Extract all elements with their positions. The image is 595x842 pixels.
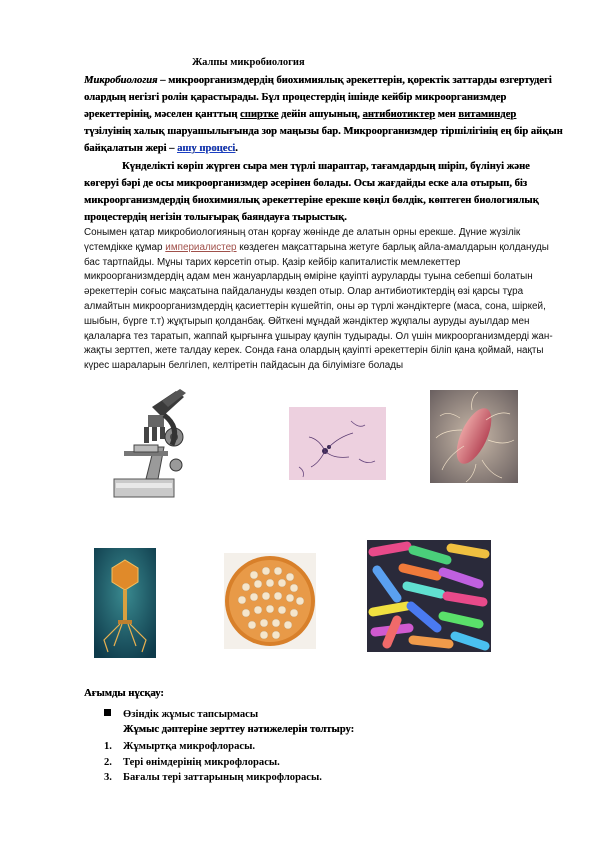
text-run: . bbox=[235, 143, 238, 155]
workbook-heading: Жұмыс дәптеріне зерттеу нәтижелерін толтыру: bbox=[123, 724, 355, 735]
text-run: мен bbox=[435, 109, 459, 121]
term-microbiology: Микробиология bbox=[84, 75, 158, 86]
list-number: 1. bbox=[104, 741, 112, 752]
bacteria-smear-photo bbox=[289, 407, 386, 480]
list-item bbox=[104, 757, 322, 773]
list-text: Бағалы тері заттарының микрофлорасы. bbox=[123, 772, 322, 783]
task-list bbox=[104, 741, 322, 788]
link-antibiotics[interactable]: антибиотиктер bbox=[362, 109, 436, 121]
link-imperialists[interactable]: империалистер bbox=[165, 241, 237, 253]
bacteria-colorful-photo bbox=[367, 540, 491, 652]
list-item bbox=[104, 772, 322, 788]
paragraph-intro bbox=[84, 72, 564, 157]
text-run: көздеген мақсаттарына жетуге барлық айла-амалдарын қолдануды бас тартпайды. Мұны тарих көрсетіп отыр. Қазір кейбір капиталистік мемлекеттер микроорганизмдердің адам мен жануарлардың өміріне қауіпті ауруларды туына себепші болатын әрекеттерін соғыс мақсатына пайдалануды көздеп отыр. Олар антибиотиктердің өзі қарсы тұра алмайтын микроорганизмдердің қасиеттерін күшейтіп, оны әр түрлі жәндіктерге (маса, сона, шіркей, шыбын, бүрге т.т) жұқтырып қолданбақ. Өйткені мұндай жәндіктер жұқпалы ауруды ауылдар мен қалаларға тез таратып, жаппай қырғынға ұшырау қаупін тудырады. Ол үшін микроорганизмдерді жан-жақты зерттеп, жете талдау керек. Сонда ғана олардың қауіпті әрекеттерін біліп қана қоймай, нақты күрес шараларын белгілеп, келтіретін пайдасын да білуімізге болады bbox=[84, 241, 553, 372]
list-item bbox=[104, 741, 322, 757]
bullet-label: Өзіндік жұмыс тапсырмасы bbox=[123, 709, 259, 720]
text-run: – микроорганизмдердің биохимиялық әрекеттерін, қоректік заттарды өзгертудегі олардың негізгі ролін қарастырады. Бұл процестердің ішінде кейбір микроорганизмдер әрекеттерінің, мәселен қанттың bbox=[84, 75, 552, 121]
list-text: Жұмыртқа микрофлорасы. bbox=[123, 741, 255, 752]
list-text: Тері өнімдерінің микрофлорасы. bbox=[123, 756, 280, 768]
microscope-photo bbox=[106, 387, 196, 502]
instructions-heading: Ағымды нұсқау: bbox=[84, 688, 164, 699]
bacteriophage-photo bbox=[94, 548, 156, 658]
page-title: Жалпы микробиология bbox=[192, 57, 305, 68]
paragraph-defense bbox=[84, 226, 560, 374]
square-bullet-icon bbox=[104, 709, 111, 716]
bullet-item bbox=[104, 709, 258, 720]
text-run: түзілуінің халық шаруашылығында зор маңызы бар. Микроорганизмдер тіршілігінің ең бір айқын байқалатын жері – bbox=[84, 126, 563, 155]
petri-dish-photo bbox=[224, 553, 316, 649]
text-run: Сонымен қатар микробиологияның отан қорғау жөнінде де алатын орны ерекше. Дүние жүзілік үстемдікке құмар bbox=[84, 227, 521, 253]
link-fermentation[interactable]: ашу процесі bbox=[177, 143, 236, 155]
flagellated-bacterium-photo bbox=[430, 390, 518, 483]
link-vitamins[interactable]: витаминдер bbox=[458, 109, 517, 121]
text-run: дейін ашуының, bbox=[278, 109, 363, 121]
list-number: 2. bbox=[104, 756, 112, 768]
link-spirit[interactable]: спиртке bbox=[240, 109, 279, 121]
list-number: 3. bbox=[104, 772, 112, 783]
paragraph-daily: Күнделікті көріп жүрген сыра мен түрлі шараптар, тағамдардың шіріп, бүлінуі және көгеруі бәрі де осы микроорганизмдер әсерінен болады. Осы жағдайды еске ала отырып, біз микроорганизмдердің биохимиялық әрекеттеріне ерекше көңіл бөлдік, көптеген биологиялық процестердің негізін толығырақ баяндауға тырыстық. bbox=[84, 161, 539, 224]
